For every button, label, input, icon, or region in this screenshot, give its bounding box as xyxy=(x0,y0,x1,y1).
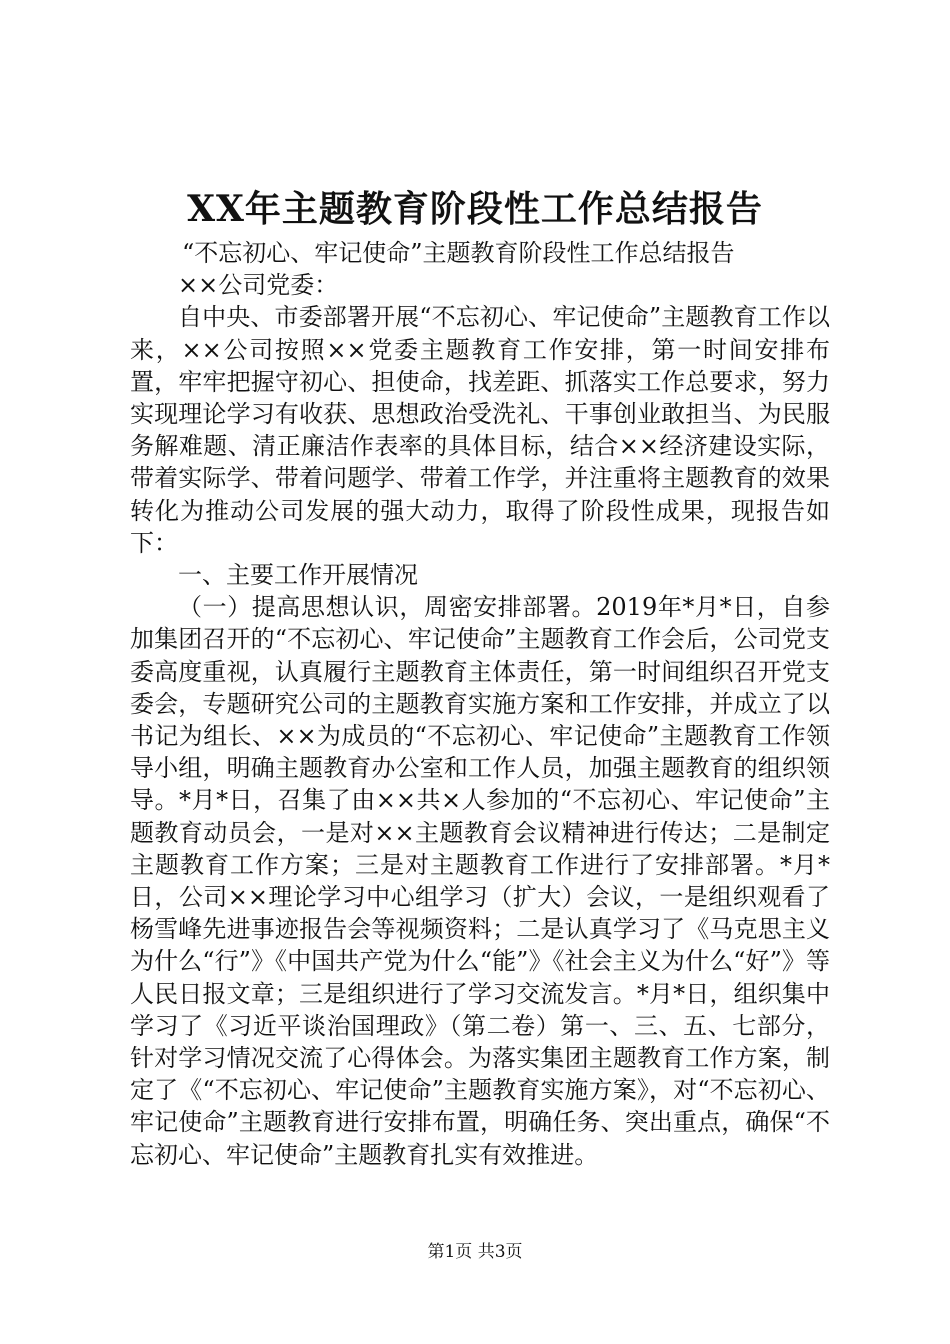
section-heading: 一、主要工作开展情况 xyxy=(178,561,418,590)
document-body xyxy=(130,237,830,1171)
paragraph-section-one: （一）提高思想认识，周密安排部署。2019年*月*日，自参加集团召开的“不忘初心、牢记使命”主题教育工作会后，公司党支委高度重视，认真履行主题教育主体责任，第一时间组织召开党支委会，专题研究公司的主题教育实施方案和工作安排，并成立了以书记为组长、××为成员的“不忘初心、牢记使命”主题教育工作领导小组，明确主题教育办公室和工作人员，加强主题教育的组织领导。*月*日，召集了由××共×人参加的“不忘初心、牢记使命”主题教育动员会，一是对××主题教育会议精神进行传达；二是制定主题教育工作方案；三是对主题教育工作进行了安排部署。*月*日，公司××理论学习中心组学习（扩大）会议，一是组织观看了杨雪峰先进事迹报告会等视频资料；二是认真学习了《马克思主义为什么“行”》《中国共产党为什么“能”》《社会主义为什么“好”》等人民日报文章；三是组织进行了学习交流发言。*月*日，组织集中学习了《习近平谈治国理政》（第二卷）第一、三、五、七部分，针对学习情况交流了心得体会。为落实集团主题教育工作方案，制定了《“不忘初心、牢记使命”主题教育实施方案》，对“不忘初心、牢记使命”主题教育进行安排布置，明确任务、突出重点，确保“不忘初心、牢记使命”主题教育扎实有效推进。 xyxy=(130,593,830,1169)
document-subtitle: “不忘初心、牢记使命”主题教育阶段性工作总结报告 xyxy=(182,239,735,267)
paragraph-intro: 自中央、市委部署开展“不忘初心、牢记使命”主题教育工作以来，××公司按照××党委主题教育工作安排，第一时间安排布置，牢牢把握守初心、担使命，找差距、抓落实工作总要求，努力实现理论学习有收获、思想政治受洗礼、干事创业敢担当、为民服务解难题、清正廉洁作表率的具体目标，结合××经济建设实际，带着实际学、带着问题学、带着工作学，并注重将主题教育的效果转化为推动公司发展的强大动力，取得了阶段性成果，现报告如下： xyxy=(130,303,830,557)
page-footer: 第1页 共3页 xyxy=(427,1242,523,1262)
document-title: XX年主题教育阶段性工作总结报告 xyxy=(187,188,763,230)
addressee-line: ××公司党委： xyxy=(178,271,339,300)
